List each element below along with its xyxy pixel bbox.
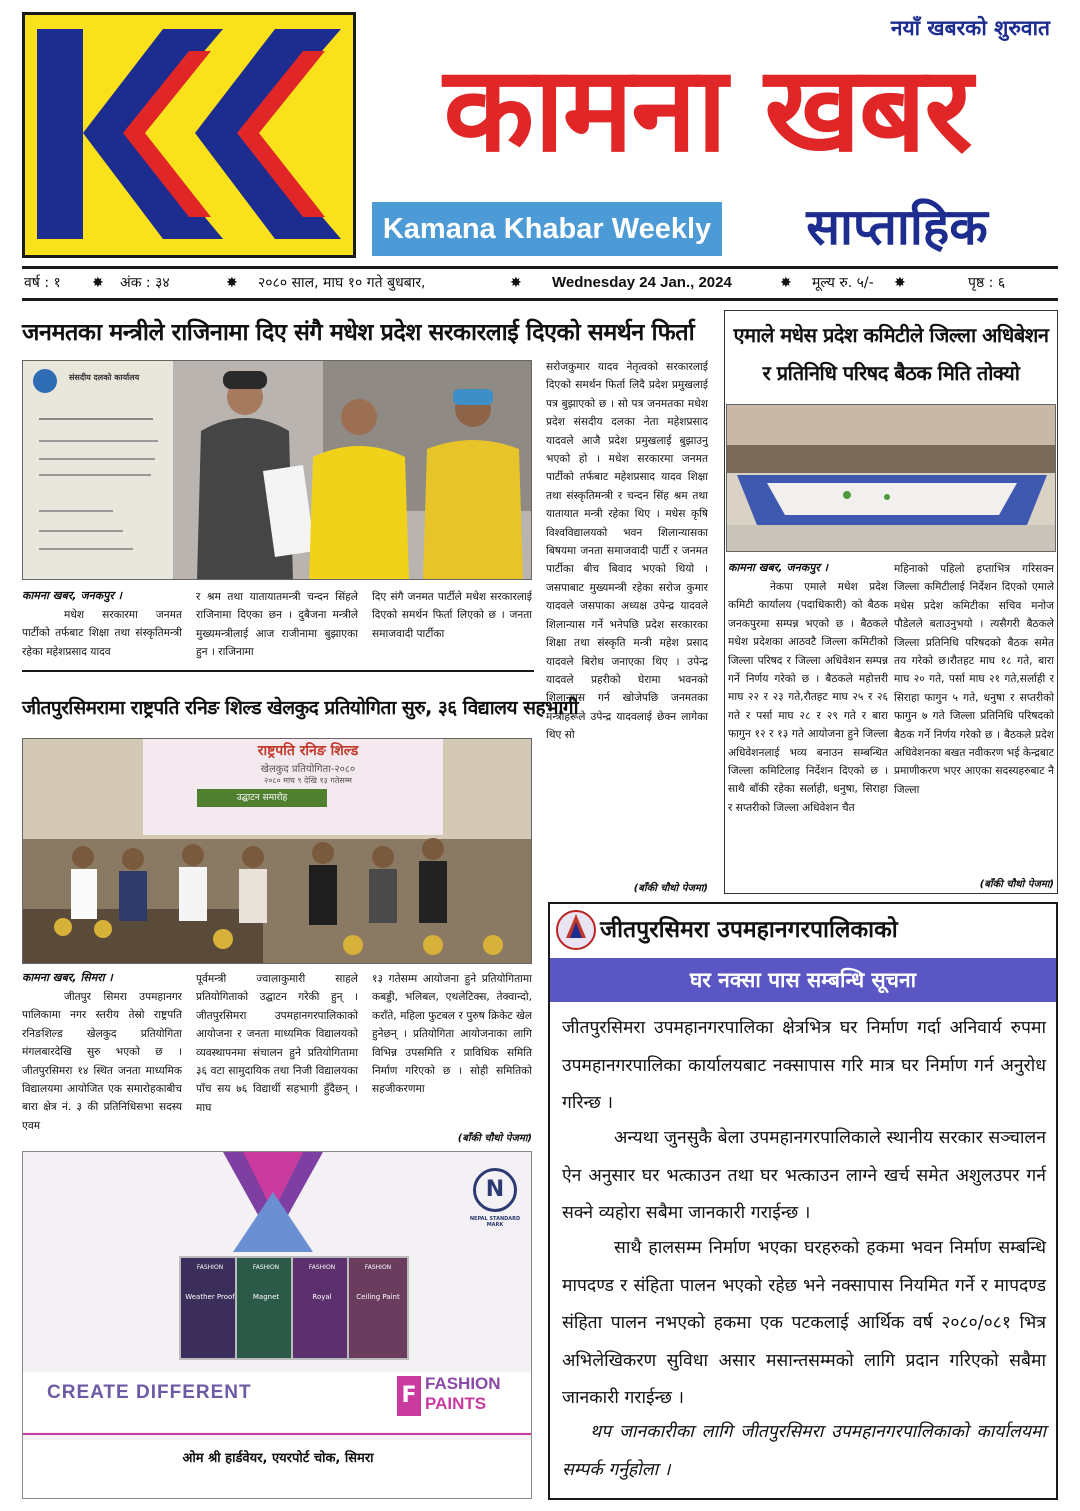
- can-label-3: Royal: [312, 1293, 332, 1301]
- paint-can-4: [347, 1256, 409, 1360]
- can-brand: FASHION: [196, 1264, 224, 1271]
- fashion-paints-logo-icon: [397, 1376, 421, 1416]
- nepal-standard-badge-icon: [473, 1168, 517, 1212]
- brand-name-1: FASHION: [425, 1374, 501, 1393]
- issue-year: वर्ष : १: [24, 275, 61, 291]
- price: मूल्य रु. ५/-: [812, 275, 874, 291]
- banner-date: २०८० माघ ९ देखि १३ गतेसम्म: [264, 776, 352, 785]
- photo-letter-title: संसदीय दलको कार्यालय: [69, 373, 140, 382]
- kk-logo-graphic: [25, 15, 353, 255]
- weekly-label: साप्ताहिक: [806, 197, 988, 256]
- banner-title: राष्ट्रपति रनिङ शिल्ड: [257, 743, 359, 759]
- article2-byline: कामना खबर, जनकपुर ।: [728, 561, 828, 574]
- nepal-emblem-icon: [556, 908, 596, 952]
- can-label-4: Ceiling Paint: [356, 1293, 400, 1301]
- notice-para-1: जीतपुरसिमरा उपमहानगरपालिका क्षेत्रभित्र घर निर्माण गर्दा अनिवार्य रुपमा उपमहानगरपालिका कार्यालयबाट नक्सापास गरि मात्र घर निर्माण गर्न अनुरोध गरिन्छ ।: [562, 1018, 1046, 1113]
- article1-byline: कामना खबर, जनकपुर ।: [22, 589, 122, 602]
- can-brand: FASHION: [252, 1264, 280, 1271]
- star-icon: ✸: [92, 275, 104, 291]
- english-date: Wednesday 24 Jan., 2024: [552, 274, 732, 291]
- advert-address: ओम श्री हार्डवेयर, एयरपोर्ट चोक, सिमरा: [182, 1451, 374, 1466]
- article1-photo-graphic: [23, 361, 532, 580]
- paint-can-3: [291, 1256, 353, 1360]
- banner-subtitle: खेलकुद प्रतियोगिता-२०८०: [260, 764, 356, 775]
- article2-continued: (बाँकी चौथो पेजमा): [979, 879, 1054, 890]
- notice-org: जीतपुरसिमरा उपमहानगरपालिकाको: [600, 917, 898, 943]
- article1-col1: मधेश सरकारमा जनमत पार्टीको तर्फबाट शिक्षा तथा संस्कृतिमन्त्री रहेका महेशप्रसाद यादव: [22, 609, 182, 658]
- article1-photo: [22, 360, 532, 580]
- advert-slogan: CREATE DIFFERENT: [47, 1382, 252, 1403]
- notice-subject: घर नक्सा पास सम्बन्धि सूचना: [550, 958, 1056, 1002]
- star-icon: ✸: [226, 275, 238, 291]
- article1-continued: (बाँकी चौथो पेजमा): [633, 883, 708, 894]
- article3-headline: जीतपुरसिमरामा राष्ट्रपति रनिङ शिल्ड खेलकुद प्रतियोगिता सुरु, ३६ विद्यालय सहभागी: [22, 697, 578, 719]
- article3-col3: १३ गतेसम्म आयोजना हुने प्रतियोगितामा कबड्डी, भलिबल, एथलेटिक्स, तेक्वान्दो, कराँते, महिला फुटबल र पुरुष क्रिकेट खेल हुनेछन् । प्रतियोगिता आयोजनाका लागि विभिन्न उपसमिति र प्राविधिक समिति निर्माण गरिएको छ । सोही समितिको सहजीकरणमा: [372, 973, 532, 1096]
- article3-rule: [22, 670, 534, 672]
- can-label-2: Magnet: [252, 1293, 280, 1301]
- can-label-1: Weather Proof: [185, 1293, 235, 1301]
- paint-advertisement: [22, 1151, 532, 1499]
- article3-col1: जीतपुर सिमरा उपमहानगर पालिकामा नगर स्तरीय तेस्रो राष्ट्रपति रनिङशिल्ड खेलकुद प्रतियोगिता मंगलबारदेखि सुरु भएको छ । जीतपुरसिमरा १४ स्थित जनता माध्यमिक विद्यालयमा आयोजित एक समारोहकाबीच बारा क्षेत्र नं. ३ की प्रतिनिधिसभा सदस्य एवम: [22, 991, 182, 1132]
- paint-can-1: [179, 1256, 241, 1360]
- page-number: पृष्ठ : ६: [968, 275, 1006, 291]
- article2-photo: [726, 404, 1056, 552]
- nepali-date: २०८० साल, माघ १० गते बुधबार,: [258, 275, 426, 291]
- article2-col1: नेकपा एमाले मधेश प्रदेश कमिटी कार्यालय (पदाधिकारी) को बैठक जनकपुरमा सम्पन्न भएको छ । बैठकले मधेश प्रदेशका आठवटै जिल्ला कमिटीको जिल्ला परिषद र जिल्ला अधिवेशन सम्पन्न गर्ने निर्णय गरेको छ । बैठकले महोत्तरी माघ २२ र २३ गते,रौतहट माघ २५ र २६ गते र पर्सा माघ २८ र २९ गते र बारा फागुन १२ र १३ गते आयोजना हुने जिल्ला अधिवेशनलाई भव्य बनाउन सम्बन्धित जिल्ला कमिटिलाइ निर्देशन दिएको छ । साथै बाँकी रहेका सर्लाही, धनुषा, सिराहा र सप्तरीको जिल्ला अधिवेशन चैत: [728, 581, 888, 814]
- article2-photo-graphic: [727, 405, 1056, 552]
- article1-col3: दिए संगै जनमत पार्टीले मधेश सरकारलाई दिएको समर्थन फिर्ता लिएको छ । जनता समाजवादी पार्टीका: [372, 591, 532, 640]
- paint-can-2: [235, 1256, 297, 1360]
- star-icon: ✸: [510, 275, 522, 291]
- can-brand: FASHION: [308, 1264, 336, 1271]
- article1-headline: जनमतका मन्त्रीले राजिनामा दिए संगै मधेश प्रदेश सरकारलाई दिएको समर्थन फिर्ता: [22, 318, 695, 346]
- emblem-graphic: [556, 908, 596, 952]
- brand-mark: F: [401, 1383, 417, 1408]
- article2-col2: महिनाको पहिलो हप्ताभित्र गरिसक्न जिल्ला कमिटीलाई निर्देशन दिएको एमाले मधेस प्रदेश कमिटीका सचिव मनोज पौडेलले बताउनुभयो । त्यसैगरी बैठकले जिल्ला प्रतिनिधि परिषदको बैठक समेत तय गरेको छ।रौतहट माघ १८ गते, बारा माघ २० गते, पर्सा माघ २१ गते,सर्लाही र सिराहा फागुन ५ गते, धनुषा र सप्तरीको फागुन ७ गते जिल्ला प्रतिनिधि परिषदको बैठक गर्ने निर्णय गरेको छ । बैठकले प्रदेश अधिवेशनका बखत नवीकरण भई केन्द्रबाट प्रमाणीकरण भएर आएका सदस्यहरुबाट नै जिल्ला: [894, 563, 1054, 796]
- notice-para-4: थप जानकारीका लागि जीतपुरसिमरा उपमहानगरपालिकाको कार्यालयमा सम्पर्क गर्नुहोला ।: [562, 1422, 1046, 1480]
- star-icon: ✸: [894, 275, 906, 291]
- article3-byline: कामना खबर, सिमरा ।: [22, 971, 113, 984]
- article2-headline: एमाले मधेस प्रदेश कमिटीले जिल्ला अधिबेशन र प्रतिनिधि परिषद बैठक मिति तोक्यो: [733, 323, 1049, 385]
- article1-col4: सरोजकुमार यादव नेतृत्वको सरकारलाई दिएको समर्थन फिर्ता लिदै प्रदेश प्रमुखलाई पत्र बुझाएको छ । सो पत्र जनमतका मधेश प्रदेश संसदीय दलका नेता महेशप्रसाद यादवले आजै प्रदेश प्रमुखलाई बुझाउनु भएको हो । मधेश सरकारमा जनमत पार्टीको तर्फबाट महेशप्रसाद यादव शिक्षा तथा संस्कृतिमन्त्री र चन्दन सिंह श्रम तथा यातायात मन्त्री रहेका थिए । मधेस कृषि विश्वविद्यालयको भवन शिलान्यासका बिषयमा जनता समाजवादी पार्टी र जनमत पार्टीका बीच बिवाद भएको थियो । जसपाबाट मुख्यमन्त्री रहेका सरोज कुमार यादवले जसपाका अध्यक्ष उपेन्द्र यादवले शिलान्यास गर्ने भनेपछि प्रदेश सरकारका शिक्षा तथा संस्कृति मन्त्री महेश प्रसाद यादवले बिरोध जनाएका थिए । उपेन्द्र यादवले प्रहरीको घेरामा भवनको शिलान्यास गर्न खोजेपछि जनमतका मन्त्रीहरूले उपेन्द्र यादवलाई छेक्न लागेका थिए सो: [546, 361, 708, 742]
- badge-letter: N: [485, 1177, 505, 1202]
- kk-logo: [22, 12, 356, 258]
- banner-event: उद्घाटन समारोह: [197, 789, 327, 807]
- top-rule: [22, 266, 1058, 269]
- english-title: Kamana Khabar Weekly: [372, 202, 722, 256]
- notice-para-2: अन्यथा जुनसुकै बेला उपमहानगरपालिकाले स्थानीय सरकार सञ्चालन ऐन अनुसार घर भत्काउन तथा घर भत्काउन लाग्ने खर्च समेत अशुलउपर गर्न सक्ने व्यहोरा सबैमा जानकारी गराईन्छ ।: [562, 1128, 1046, 1223]
- info-rule: [22, 298, 1058, 301]
- issue-number: अंक : ३४: [120, 275, 170, 291]
- article3-photo: [22, 738, 532, 964]
- article1-col2: र श्रम तथा यातायातमन्त्री चन्दन सिंहले राजिनामा दिएका छन । दुबैजना मन्त्रीले मुख्यमन्त्रीलाई आज राजीनामा बुझाएका हुन । राजिनामा: [196, 591, 358, 659]
- article3-col2: पूर्वमन्त्री ज्वालाकुमारी साहले प्रतियोगिताको उद्घाटन गरेकी हुन् । जीतपुरसिमरा उपमहानगरपालिकाको आयोजना र जनता माध्यमिक विद्यालयको व्यवस्थापनमा संचालन हुने प्रतियोगितामा ३६ वटा सामुदायिक तथा निजी विद्यालयका पाँच सय ७६ विद्यार्थी सहभागी हुँदैछन् । माघ: [196, 973, 358, 1114]
- brand-name-2: PAINTS: [425, 1394, 487, 1413]
- star-icon: ✸: [780, 275, 792, 291]
- tagline: नयाँ खबरको शुरुवात: [890, 16, 1050, 40]
- notice-para-3: साथै हालसम्म निर्माण भएका घरहरुको हकमा भवन निर्माण सम्बन्धि मापदण्ड र संहिता पालन भएको रहेछ भने नक्सापास नियमित गर्ने र मापदण्ड संहिता पालन नभएको हकमा एक पटकलाई आर्थिक वर्ष २०८०/०८१ भित्र अभिलेखिकरण सुविधा असार मसान्तसम्मको लागि प्रदान गरिएको सबैमा जानकारी गराईन्छ ।: [562, 1238, 1046, 1408]
- badge-ring-text: NEPAL STANDARD MARK: [469, 1216, 521, 1228]
- article3-continued: (बाँकी चौथो पेजमा): [457, 1133, 532, 1144]
- can-brand: FASHION: [364, 1264, 392, 1271]
- newspaper-title: कामना खबर: [443, 39, 971, 178]
